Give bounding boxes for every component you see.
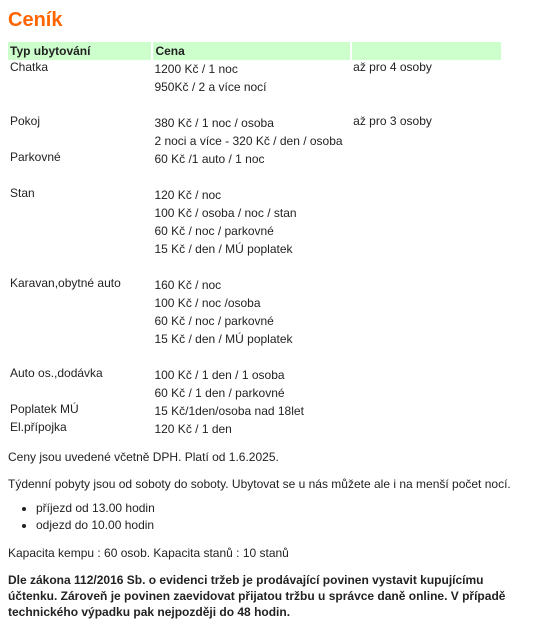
table-row bbox=[8, 420, 502, 438]
table-row bbox=[8, 402, 502, 420]
price-line: 60 Kč / noc / parkovné bbox=[154, 314, 274, 328]
price-line: 15 Kč / den / MÚ poplatek bbox=[154, 242, 293, 256]
row-prices bbox=[152, 366, 351, 402]
row-type: Stan bbox=[10, 186, 35, 200]
price-line: 120 Kč / 1 den bbox=[154, 422, 232, 436]
price-line: 100 Kč / noc /osoba bbox=[154, 296, 261, 310]
row-note: až pro 4 osoby bbox=[353, 60, 432, 74]
row-prices bbox=[152, 114, 351, 150]
table-spacer-row bbox=[8, 168, 502, 186]
table-row bbox=[8, 114, 502, 150]
row-type: Pokoj bbox=[10, 114, 41, 128]
header-price: Cena bbox=[152, 42, 351, 60]
row-prices bbox=[152, 402, 351, 420]
price-line: 950Kč / 2 a více nocí bbox=[154, 80, 267, 94]
price-line: 1200 Kč / 1 noc bbox=[154, 62, 238, 76]
header-note bbox=[351, 42, 502, 60]
price-table bbox=[8, 42, 503, 438]
table-row bbox=[8, 186, 502, 258]
price-line: 15 Kč/1den/osoba nad 18let bbox=[154, 404, 304, 418]
table-row bbox=[8, 60, 502, 96]
table-spacer-row bbox=[8, 348, 502, 366]
checkin-times-list bbox=[8, 500, 528, 534]
row-type: Auto os.,dodávka bbox=[10, 366, 103, 380]
row-note bbox=[351, 150, 502, 168]
price-line: 100 Kč / osoba / noc / stan bbox=[154, 206, 297, 220]
list-item: • příjezd od 13.00 hodin bbox=[36, 500, 528, 517]
row-prices bbox=[152, 186, 351, 258]
price-line: 100 Kč / 1 den / 1 osoba bbox=[154, 368, 285, 382]
page-title: Ceník bbox=[8, 9, 63, 31]
table-row bbox=[8, 150, 502, 168]
price-line: 2 noci a více - 320 Kč / den / osoba bbox=[154, 134, 343, 148]
price-list-page bbox=[8, 6, 528, 620]
spacer bbox=[8, 348, 502, 366]
spacer bbox=[8, 96, 502, 114]
header-type: Typ ubytování bbox=[8, 42, 152, 60]
price-line: 60 Kč / 1 den / parkovné bbox=[154, 386, 285, 400]
row-prices bbox=[152, 420, 351, 438]
row-note bbox=[351, 402, 502, 420]
weekly-stay-note: Týdenní pobyty jsou od soboty do soboty. Ubytovat se u nás můžete ale i na menší počet nocí. bbox=[8, 477, 511, 491]
row-type: Poplatek MÚ bbox=[10, 402, 79, 416]
price-line: 160 Kč / noc bbox=[154, 278, 222, 292]
price-line: 60 Kč / noc / parkovné bbox=[154, 224, 274, 238]
row-prices bbox=[152, 60, 351, 96]
price-line: 15 Kč / den / MÚ poplatek bbox=[154, 332, 293, 346]
row-type: El.přípojka bbox=[10, 420, 67, 434]
table-spacer-row bbox=[8, 96, 502, 114]
price-line: 120 Kč / noc bbox=[154, 188, 222, 202]
spacer bbox=[8, 258, 502, 276]
row-note bbox=[351, 186, 502, 258]
price-line: 380 Kč / 1 noc / osoba bbox=[154, 116, 274, 130]
row-note bbox=[351, 276, 502, 348]
table-header-row bbox=[8, 42, 502, 60]
row-type: Parkovné bbox=[10, 150, 61, 164]
table-row bbox=[8, 276, 502, 348]
spacer bbox=[8, 168, 502, 186]
row-note: až pro 3 osoby bbox=[353, 114, 432, 128]
legal-notice: Dle zákona 112/2016 Sb. o evidenci tržeb je prodávající povinen vystavit kupujícímu účtenku. Zároveň je povinen zaevidovat přijatou tržbu u správce daně online. V případě technického výpadku pak nejpozději do 48 hodin. bbox=[8, 573, 506, 619]
row-note bbox=[351, 366, 502, 402]
price-line: 60 Kč /1 auto / 1 noc bbox=[154, 152, 265, 166]
table-spacer-row bbox=[8, 258, 502, 276]
table-row bbox=[8, 366, 502, 402]
row-type: Chatka bbox=[10, 60, 49, 74]
row-note bbox=[351, 420, 502, 438]
vat-note: Ceny jsou uvedené včetně DPH. Platí od 1.6.2025. bbox=[8, 450, 279, 464]
list-item: • odjezd do 10.00 hodin bbox=[36, 517, 528, 534]
row-prices bbox=[152, 276, 351, 348]
row-prices bbox=[152, 150, 351, 168]
capacity-note: Kapacita kempu : 60 osob. Kapacita stanů : 10 stanů bbox=[8, 546, 289, 560]
row-type: Karavan,obytné auto bbox=[10, 276, 121, 290]
